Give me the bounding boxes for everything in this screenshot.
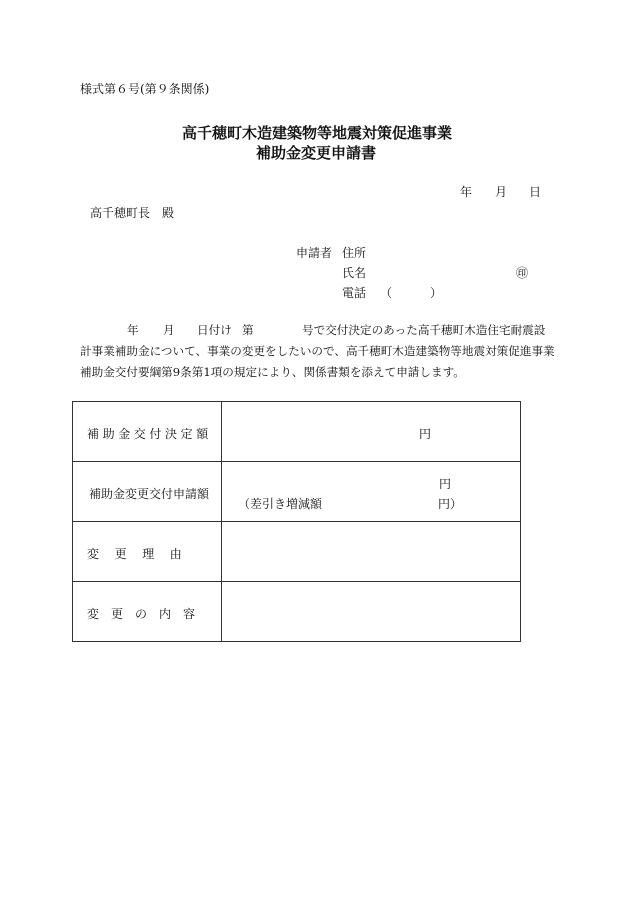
table-row-change-amount bbox=[73, 462, 521, 522]
decision-amount-value-cell[interactable] bbox=[222, 402, 521, 462]
change-content-label: 変 更 の 内 容 bbox=[87, 607, 196, 621]
body-line1-rest: 号で交付決定のあった高千穂町木造住宅耐震設 bbox=[302, 323, 546, 337]
change-reason-label-cell bbox=[73, 522, 222, 582]
change-amount-value-cell[interactable] bbox=[222, 462, 521, 522]
body-number-prefix: 第 bbox=[242, 323, 254, 337]
body-month: 月 bbox=[163, 323, 175, 337]
name-label: 氏名 bbox=[342, 266, 367, 280]
difference-label: （差引き増減額 bbox=[238, 497, 323, 511]
body-paragraph bbox=[80, 341, 555, 383]
change-amount-label: 補助金変更交付申請額 bbox=[89, 487, 210, 501]
decision-amount-label: 補助金交付決定額 bbox=[87, 427, 212, 441]
address-label: 住所 bbox=[342, 246, 367, 260]
phone-paren-close: ） bbox=[430, 286, 443, 300]
table-row-change-content bbox=[73, 582, 521, 642]
decision-amount-unit: 円 bbox=[419, 427, 432, 441]
table-row-change-reason bbox=[73, 522, 521, 582]
change-content-value-cell[interactable] bbox=[222, 582, 521, 642]
phone-label: 電話 bbox=[342, 286, 367, 300]
body-line2: 計事業補助金について、事業の変更をしたいので、高千穂町木造建築物等地震対策促進事業 bbox=[80, 344, 555, 358]
difference-unit: 円） bbox=[438, 497, 463, 511]
change-content-label-cell bbox=[73, 582, 222, 642]
change-reason-value-cell[interactable] bbox=[222, 522, 521, 582]
change-amount-unit: 円 bbox=[439, 477, 452, 491]
date-year: 年 bbox=[460, 185, 473, 199]
application-table bbox=[72, 401, 521, 642]
applicant-role: 申請者 bbox=[296, 246, 333, 260]
recipient: 高千穂町長 殿 bbox=[90, 206, 175, 220]
body-year: 年 bbox=[127, 323, 139, 337]
form-title-line1: 高千穂町木造建築物等地震対策促進事業 bbox=[182, 124, 453, 142]
form-number: 様式第６号(第９条関係) bbox=[80, 82, 210, 96]
date-day: 日 bbox=[529, 185, 542, 199]
change-amount-label-cell bbox=[73, 462, 222, 522]
date-month: 月 bbox=[495, 185, 508, 199]
form-title-line2: 補助金変更申請書 bbox=[256, 144, 377, 162]
change-reason-label: 変 更 理 由 bbox=[87, 547, 184, 561]
body-line3: 補助金交付要綱第9条第1項の規定により、関係書類を添えて申請します。 bbox=[80, 365, 465, 379]
body-day-dated: 日付け bbox=[197, 323, 232, 337]
phone-paren-open: （ bbox=[380, 286, 393, 300]
decision-amount-label-cell bbox=[73, 402, 222, 462]
seal-mark: ㊞ bbox=[516, 266, 529, 280]
table-row-decision-amount bbox=[73, 402, 521, 462]
